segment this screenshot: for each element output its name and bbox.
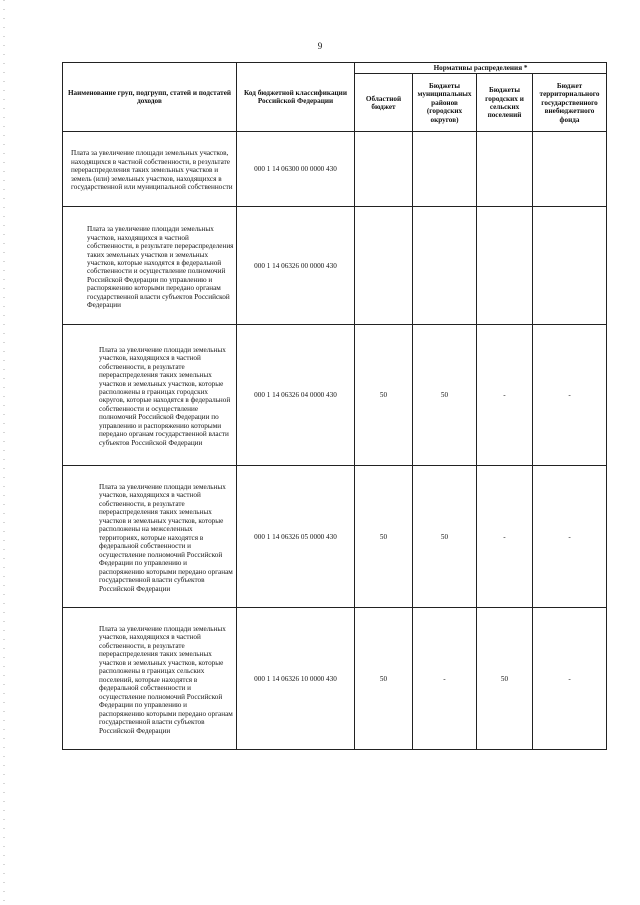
row-code: 000 1 14 06326 00 0000 430 xyxy=(237,207,355,325)
row-name-cell xyxy=(63,207,237,325)
header-regional: Областной бюджет xyxy=(355,74,413,132)
table-row xyxy=(63,132,607,207)
header-name: Наименование груп, подгрупп, статей и подстатей доходов xyxy=(63,63,237,132)
header-fund: Бюджет территориального государственного внебюджетного фонда xyxy=(533,74,607,132)
row-name: Плата за увеличение площади земельных участков, находящихся в частной собственности, в результате перераспределения таких земельных участков и земельных участков, которые находятся в федеральной собственности и осуществление полномочий Российской Федерации по управлению и распоряжению которыми передано органам государственной власти субъектов Российской Федерации xyxy=(87,225,234,310)
row-name: Плата за увеличение площади земельных участков, находящихся в частной собственности, в результате перераспределения таких земельных участков и земельных участков, которые расположены в границах сельских поселений, которые находятся в федеральной собственности и осуществление полномочий Российской Федерации по управлению и распоряжению которыми передано органам государственной власти субъектов Российской Федерации xyxy=(99,624,233,735)
row-code: 000 1 14 06300 00 0000 430 xyxy=(237,132,355,207)
page-number: 9 xyxy=(317,41,323,51)
row-municipal xyxy=(413,207,477,325)
row-name-cell xyxy=(63,466,237,608)
row-fund: - xyxy=(533,466,607,608)
row-settlements: - xyxy=(477,325,533,466)
header-norms: Нормативы распределения * xyxy=(355,63,607,74)
row-municipal: 50 xyxy=(413,466,477,608)
row-fund: - xyxy=(533,325,607,466)
row-regional: 50 xyxy=(355,466,413,608)
row-code: 000 1 14 06326 04 0000 430 xyxy=(237,325,355,466)
row-regional xyxy=(355,207,413,325)
row-settlements: 50 xyxy=(477,608,533,750)
row-code: 000 1 14 06326 05 0000 430 xyxy=(237,466,355,608)
row-municipal: - xyxy=(413,608,477,750)
row-regional: 50 xyxy=(355,608,413,750)
row-municipal xyxy=(413,132,477,207)
table-row xyxy=(63,466,607,608)
header-settlements: Бюджеты городских и сельских поселений xyxy=(477,74,533,132)
revenue-distribution-table xyxy=(62,62,607,750)
row-code: 000 1 14 06326 10 0000 430 xyxy=(237,608,355,750)
row-name-cell xyxy=(63,325,237,466)
row-fund xyxy=(533,132,607,207)
header-code: Код бюджетной классификации Российской Федерации xyxy=(237,63,355,132)
row-fund: - xyxy=(533,608,607,750)
row-fund xyxy=(533,207,607,325)
row-settlements xyxy=(477,132,533,207)
table-row xyxy=(63,207,607,325)
row-name-cell xyxy=(63,132,237,207)
row-regional xyxy=(355,132,413,207)
row-name: Плата за увеличение площади земельных участков, находящихся в частной собственности, в результате перераспределения таких земельных участков и земельных участков, которые расположены на межселенных территориях, которые находятся в федеральной собственности и осуществление полномочий Российской Федерации по управлению и распоряжению которыми передано органам государственной власти субъектов Российской Федерации xyxy=(99,482,233,593)
row-settlements xyxy=(477,207,533,325)
row-settlements: - xyxy=(477,466,533,608)
table-row xyxy=(63,325,607,466)
row-name-cell xyxy=(63,608,237,750)
header-municipal: Бюджеты муниципальных районов (городских округов) xyxy=(413,74,477,132)
scan-margin-dots xyxy=(3,0,5,905)
table-row xyxy=(63,608,607,750)
row-municipal: 50 xyxy=(413,325,477,466)
row-name: Плата за увеличение площади земельных участков, находящихся в частной собственности, в результате перераспределения таких земельных участков и земель (или) земельных участков, находящихся в государственной или муниципальной собственности xyxy=(71,149,233,192)
row-name: Плата за увеличение площади земельных участков, находящихся в частной собственности, в результате перераспределения таких земельных участков и земельных участков, которые расположены в границах городских округов, которые находятся в федеральной собственности и осуществление полномочий Российской Федерации по управлению и распоряжению которыми передано органам государственной власти субъектов Российской Федерации xyxy=(99,345,231,447)
row-regional: 50 xyxy=(355,325,413,466)
